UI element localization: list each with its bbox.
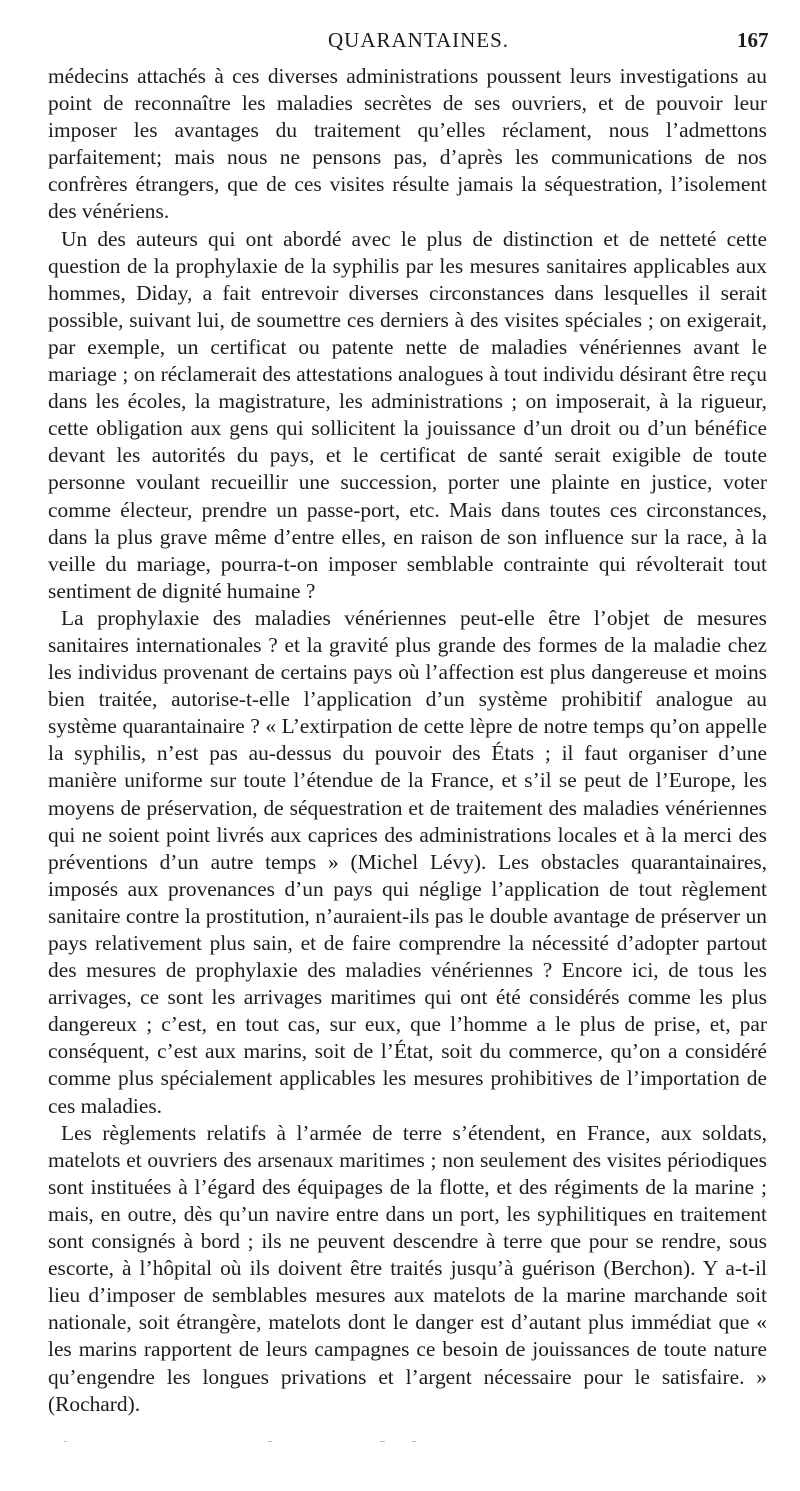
running-head bbox=[0, 28, 800, 58]
page-speck bbox=[412, 1441, 416, 1442]
page-number: 167 bbox=[737, 28, 769, 52]
paragraph-diday: Un des auteurs qui ont abordé avec le plus de distinction et de netteté cette question de la prophylaxie de la syphilis par les mesures sanitaires applicables aux hommes, Diday, a fait entrevoir diverses circonstances dans lesquelles il serait possible, suivant lui, de soumettre ces derniers à des visites spéciales ; on exigerait, par exemple, un certificat ou patente nette de maladies vénériennes avant le mariage ; on réclamerait des attestations analogues à tout individu désirant être reçu dans les écoles, la magistrature, les administrations ; on imposerait, à la rigueur, cette obligation aux gens qui sollicitent la jouissance d’un droit ou d’un bénéfice devant les autorités du pays, et le certificat de santé serait exigible de toute personne voulant recueillir une succession, porter une plainte en justice, voter comme électeur, prendre un passe-port, etc. Mais dans toutes ces circonstances, dans la plus grave même d’entre elles, en raison de son influence sur la race, à la veille du mariage, pourra-t-on imposer semblable contrainte qui révolterait tout sentiment de dignité humaine ? bbox=[48, 226, 767, 603]
body-text bbox=[48, 63, 767, 1418]
page-speck bbox=[64, 1441, 67, 1442]
paragraph-maritime-regulations: Les règlements relatifs à l’armée de terre s’étendent, en France, aux soldats, matelots et ouvriers des arsenaux maritimes ; non seulement des visites périodiques sont instituées à l’égard des équipages de la flotte, et des régiments de la marine ; mais, en outre, dès qu’un navire entre dans un port, les syphilitiques en traitement sont consignés à bord ; ils ne peuvent descendre à terre que pour se rendre, sous escorte, à l’hôpital où ils doivent être traités jusqu’à guérison (Berchon). Y a-t-il lieu d’imposer de semblables mesures aux matelots de la marine marchande soit nationale, soit étrangère, matelots dont le danger est d’autant plus immédiat que « les marins rapportent de leurs campagnes ce besoin de jouissances de toute nature qu’engendre les longues privations et l’argent nécessaire pour le satisfaire. » (Rochard). bbox=[48, 1120, 767, 1416]
paragraph-continued: médecins attachés à ces diverses administrations poussent leurs investigations au point de reconnaître les maladies secrètes de ses ouvriers, et de pouvoir leur imposer les avantages du traitement qu’elles réclament, nous l’admettons parfaitement; mais nous ne pensons pas, d’après les communications de nos confrères étrangers, que de ces visites résulte jamais la séquestration, l’isolement des vénériens. bbox=[48, 64, 767, 224]
paragraph-international-measures: La prophylaxie des maladies vénériennes peut-elle être l’objet de mesures sanitaires internationales ? et la gravité plus grande des formes de la maladie chez les individus provenant de certains pays où l’affection est plus dangereuse et moins bien traitée, autorise-t-elle l’application d’un système prohibitif analogue au système quarantainaire ? « L’extirpation de cette lèpre de notre temps qu’on appelle la syphilis, n’est pas au-dessus du pouvoir des États ; il faut organiser d’une manière uniforme sur toute l’étendue de la France, et s’il se peut de l’Europe, les moyens de préservation, de séquestration et de traitement des maladies vénériennes qui ne soient point livrés aux caprices des administrations locales et à la merci des préventions d’un autre temps » (Michel Lévy). Les obstacles quarantainaires, imposés aux provenances d’un pays qui néglige l’application de tout règlement sanitaire contre la prostitution, n’auraient-ils pas le double avantage de préserver un pays relativement plus sain, et de faire comprendre la nécessité d’adopter partout des mesures de prophylaxie des maladies vénériennes ? Encore ici, de tous les arrivages, ce sont les arrivages maritimes qui ont été considérés comme les plus dangereux ; c’est, en tout cas, sur eux, que l’homme a le plus de prise, et, par conséquent, c’est aux marins, soit de l’État, soit du commerce, qu’on a considéré comme plus spécialement applicables les mesures prohibitives de l’importation de ces maladies. bbox=[48, 605, 767, 1118]
page-speck bbox=[268, 1441, 272, 1442]
page-speck bbox=[380, 1441, 385, 1442]
running-title: QUARANTAINES. bbox=[328, 28, 510, 52]
